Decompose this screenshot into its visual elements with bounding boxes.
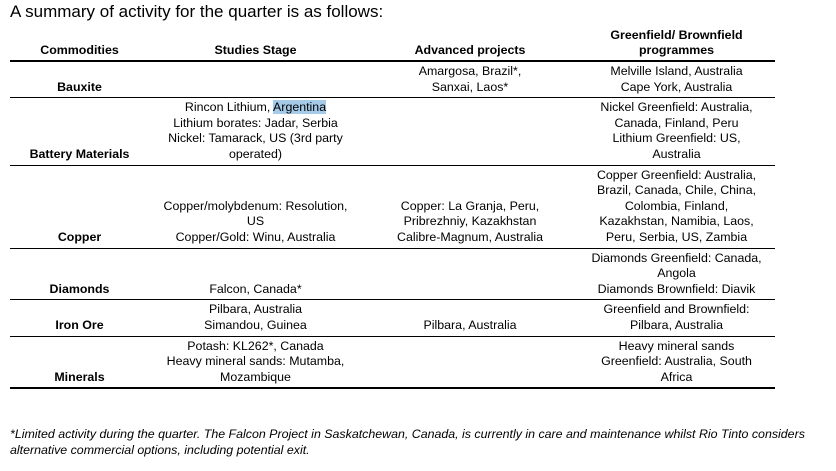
- advanced-line: Copper: La Granja, Peru,: [400, 198, 540, 213]
- greenfield-line: Pilbara, Australia: [630, 317, 723, 332]
- advanced-cell: [362, 248, 578, 300]
- greenfield-cell: [578, 61, 775, 98]
- highlighted-text: Argentina: [273, 100, 327, 115]
- commodity-cell: Minerals: [54, 369, 105, 384]
- intro-text: A summary of activity for the quarter is as follows:: [10, 2, 384, 21]
- greenfield-line: Africa: [660, 369, 693, 384]
- advanced-line: Sanxai, Laos*: [431, 79, 509, 94]
- header-greenfield-line2: programmes: [638, 43, 715, 58]
- studies-cell: [149, 61, 362, 98]
- commodity-cell: Copper: [57, 229, 102, 244]
- studies-cell: [149, 98, 362, 165]
- studies-line: operated): [228, 146, 283, 161]
- studies-cell: [149, 336, 362, 388]
- advanced-line: Calibre-Magnum, Australia: [397, 229, 543, 244]
- greenfield-line: Angola: [657, 266, 696, 281]
- table-row: [10, 61, 775, 98]
- greenfield-line: Diamonds Brownfield: Diavik: [597, 281, 756, 296]
- greenfield-line: Kazakhstan, Namibia, Laos,: [599, 214, 754, 229]
- greenfield-line: Lithium Greenfield: US,: [612, 131, 741, 146]
- header-greenfield-brownfield: [578, 25, 775, 61]
- greenfield-cell: [578, 98, 775, 165]
- greenfield-line: Nickel Greenfield: Australia,: [600, 100, 753, 115]
- advanced-line: Pribrezhniy, Kazakhstan: [403, 214, 537, 229]
- commodity-cell: Battery Materials: [29, 146, 130, 161]
- studies-line: Copper/Gold: Winu, Australia: [175, 229, 336, 244]
- greenfield-line: Greenfield and Brownfield:: [603, 302, 750, 317]
- greenfield-cell: [578, 165, 775, 248]
- greenfield-line: Colombia, Finland,: [624, 198, 729, 213]
- studies-cell: [149, 248, 362, 300]
- commodity-cell: Iron Ore: [55, 317, 104, 332]
- greenfield-line: Cape York, Australia: [620, 79, 733, 94]
- studies-line: Simandou, Guinea: [204, 317, 307, 332]
- advanced-line: Amargosa, Brazil*,: [418, 64, 522, 78]
- studies-line: Lithium borates: Jadar, Serbia: [173, 115, 338, 130]
- greenfield-line: Australia: [652, 146, 701, 161]
- greenfield-line: Brazil, Canada, Chile, China,: [596, 183, 757, 198]
- studies-line: Potash: KL262*, Canada: [187, 338, 324, 353]
- activity-summary-table: [10, 25, 775, 389]
- studies-line: Pilbara, Australia: [209, 302, 302, 317]
- greenfield-line: Peru, Serbia, US, Zambia: [605, 229, 748, 244]
- table-row: [10, 248, 775, 300]
- advanced-cell: [362, 165, 578, 248]
- greenfield-line: Canada, Finland, Peru: [614, 115, 739, 130]
- advanced-cell: [362, 98, 578, 165]
- greenfield-line: Greenfield: Australia, South: [601, 354, 752, 369]
- greenfield-cell: [578, 248, 775, 300]
- studies-line: Copper/molybdenum: Resolution,: [163, 198, 348, 213]
- advanced-line: Pilbara, Australia: [423, 317, 517, 332]
- greenfield-cell: [578, 336, 775, 388]
- header-commodities: Commodities: [10, 25, 149, 61]
- header-studies-stage: Studies Stage: [149, 25, 362, 61]
- studies-line: [151, 100, 360, 116]
- table-row: [10, 165, 775, 248]
- commodity-cell: Diamonds: [49, 281, 110, 296]
- highlight-prefix: Rincon Lithium,: [184, 100, 274, 115]
- commodity-cell: Bauxite: [57, 79, 102, 94]
- table-row: [10, 300, 775, 336]
- table-header-row: [10, 25, 775, 61]
- header-advanced-projects: Advanced projects: [362, 25, 578, 61]
- greenfield-line: Heavy mineral sands: [618, 338, 735, 353]
- studies-cell: [149, 300, 362, 336]
- greenfield-line: Copper Greenfield: Australia,: [596, 167, 757, 182]
- header-greenfield-line1: Greenfield/ Brownfield: [610, 27, 743, 42]
- studies-line: Nickel: Tamarack, US (3rd party: [168, 131, 343, 146]
- greenfield-line: Melville Island, Australia: [610, 64, 743, 78]
- table-row: [10, 98, 775, 165]
- studies-line: Falcon, Canada*: [209, 281, 302, 296]
- greenfield-cell: [578, 300, 775, 336]
- footnote: *Limited activity during the quarter. The Falcon Project in Saskatchewan, Canada, is currently in care and maintenance whilst Rio Tinto considers alternative commercial options, including potential exit.: [10, 427, 805, 457]
- studies-line: Heavy mineral sands: Mutamba,: [166, 354, 345, 369]
- advanced-cell: [362, 61, 578, 98]
- studies-line: Mozambique: [220, 369, 291, 384]
- studies-cell: [149, 165, 362, 248]
- greenfield-line: Diamonds Greenfield: Canada,: [591, 250, 762, 265]
- studies-line: US: [246, 214, 265, 229]
- table-row: [10, 336, 775, 388]
- table-body: [10, 61, 775, 388]
- advanced-cell: [362, 336, 578, 388]
- advanced-cell: [362, 300, 578, 336]
